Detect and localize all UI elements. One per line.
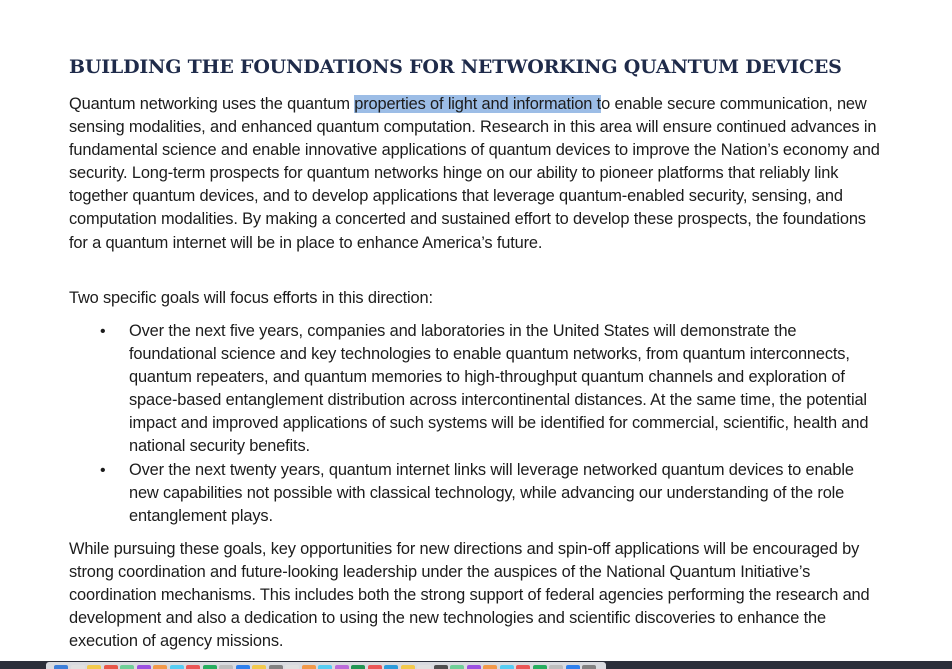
app-icon[interactable]	[170, 665, 184, 669]
app-icon[interactable]	[582, 665, 596, 669]
closing-paragraph: While pursuing these goals, key opportunities for new directions and spin-off applications will be encouraged by strong coordination and future-looking leadership under the auspices of the National Quantum Initiative’s coordination mechanisms. This includes both the strong support of federal agencies performing the research and development and also a dedication to using the new technologies and scientific discoveries to enhance the execution of agency missions.	[69, 540, 870, 651]
app-icon[interactable]	[71, 665, 85, 669]
app-icon[interactable]	[533, 665, 547, 669]
goals-intro-paragraph: Two specific goals will focus efforts in this direction:	[69, 289, 433, 307]
app-icon[interactable]	[450, 665, 464, 669]
list-item-text: Over the next five years, companies and laboratories in the United States will demonstrate the foundational science and key technologies to enable quantum networks, from quantum interconnects, quantum repeaters, and quantum memories to high-throughput quantum channels and exploration of space-based entanglement distribution across intercontinental distances. At the same time, the potential impact and improved applications of such systems will be identified for commercial, scientific, health and national security benefits.	[129, 322, 869, 456]
bullet-icon: •	[100, 323, 106, 340]
app-icon[interactable]	[516, 665, 530, 669]
list-item	[69, 320, 884, 459]
app-icon[interactable]	[104, 665, 118, 669]
app-icon[interactable]	[269, 665, 283, 669]
app-icon[interactable]	[203, 665, 217, 669]
app-icon[interactable]	[566, 665, 580, 669]
app-icon[interactable]	[401, 665, 415, 669]
app-icon[interactable]	[368, 665, 382, 669]
selected-text[interactable]: properties of light and information t	[354, 95, 602, 113]
app-icon[interactable]	[137, 665, 151, 669]
list-item	[69, 459, 884, 528]
app-icon[interactable]	[186, 665, 200, 669]
app-icon[interactable]	[467, 665, 481, 669]
dock-bar	[0, 661, 952, 669]
app-icon[interactable]	[549, 665, 563, 669]
app-icon[interactable]	[384, 665, 398, 669]
app-icon[interactable]	[219, 665, 233, 669]
app-icon[interactable]	[434, 665, 448, 669]
list-item-text: Over the next twenty years, quantum internet links will leverage networked quantum devices to enable new capabilities not possible with classical technology, while advancing our understanding of the role entanglement plays.	[129, 460, 854, 525]
intro-text-after-selection: o enable secure communication, new sensing modalities, and enhanced quantum computation. Research in this area will ensure continued advances in fundamental science and enable innovative applications of quantum devices to improve the Nation’s economy and security. Long-term prospects for quantum networks hinge on our ability to pioneer platforms that reliably link together quantum devices, and to develop applications that leverage quantum-enabled security, sensing, and computation modalities. By making a concerted and sustained effort to develop these prospects, the foundations for a quantum internet will be in place to enhance America’s future.	[69, 95, 880, 252]
goals-list	[69, 320, 884, 528]
app-icon[interactable]	[153, 665, 167, 669]
app-icon[interactable]	[500, 665, 514, 669]
section-heading: BUILDING THE FOUNDATIONS FOR NETWORKING QUANTUM DEVICES	[69, 56, 842, 78]
app-icon[interactable]	[302, 665, 316, 669]
app-icon[interactable]	[417, 665, 431, 669]
app-icon[interactable]	[285, 665, 299, 669]
app-icon[interactable]	[236, 665, 250, 669]
bullet-icon: •	[100, 461, 106, 479]
intro-text-before-selection: Quantum networking uses the quantum	[69, 95, 355, 113]
app-icon[interactable]	[87, 665, 101, 669]
dock-shelf	[46, 662, 606, 669]
app-icon[interactable]	[335, 665, 349, 669]
app-icon[interactable]	[252, 665, 266, 669]
app-icon[interactable]	[351, 665, 365, 669]
finder-icon[interactable]	[54, 665, 68, 669]
app-icon[interactable]	[483, 665, 497, 669]
app-icon[interactable]	[120, 665, 134, 669]
intro-paragraph[interactable]	[69, 93, 884, 255]
app-icon[interactable]	[318, 665, 332, 669]
